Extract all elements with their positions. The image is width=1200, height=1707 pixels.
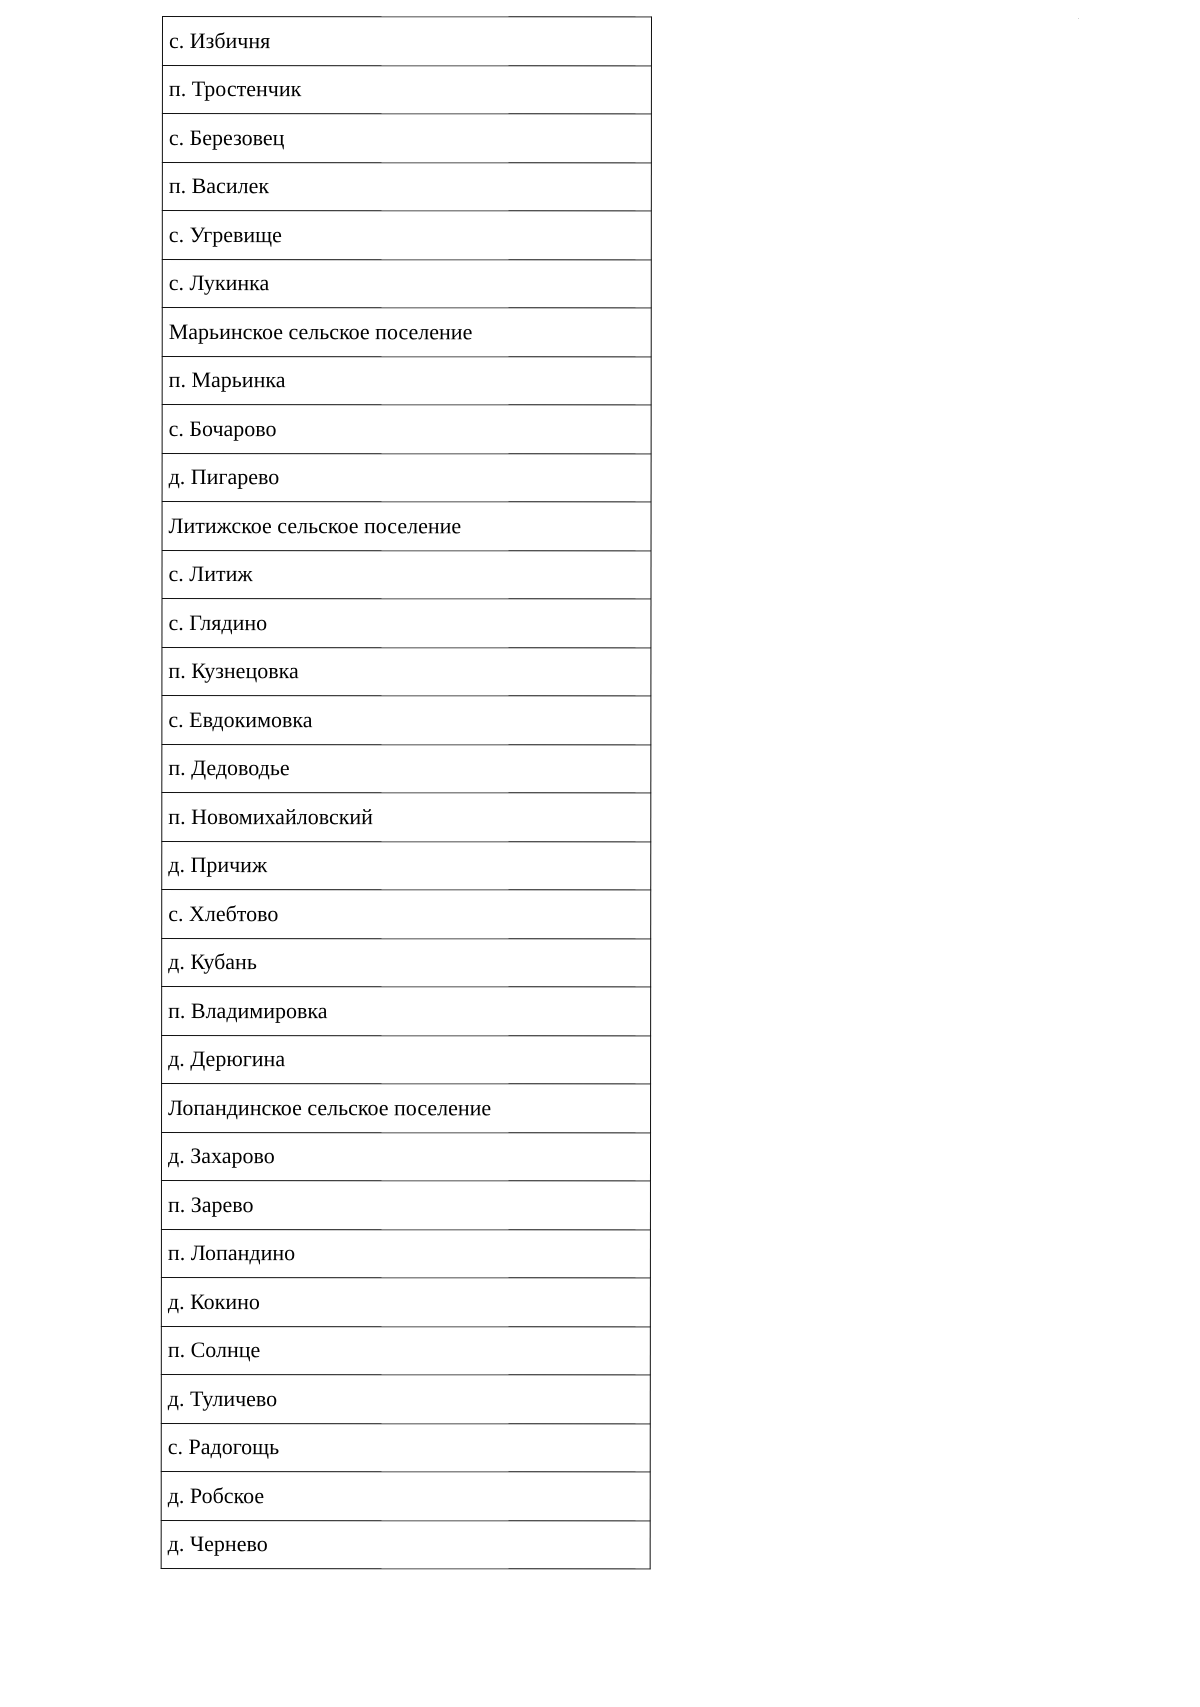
settlement-cell: п. Тростенчик: [162, 65, 651, 114]
settlement-cell: д. Пигарево: [162, 453, 651, 502]
settlement-cell: п. Новомихайловский: [162, 793, 651, 842]
table-row: [162, 793, 651, 842]
settlement-cell: с. Литиж: [162, 550, 651, 599]
settlement-cell: с. Глядино: [162, 599, 651, 648]
settlement-cell: с. Бочарово: [162, 405, 651, 454]
table-row: [161, 1278, 650, 1327]
settlement-cell: п. Владимировка: [162, 987, 651, 1036]
table-row: [162, 938, 651, 987]
settlement-cell: Марьинское сельское поселение: [162, 308, 651, 357]
table-row: [162, 162, 651, 211]
table-row: [161, 1423, 650, 1472]
table-row: [161, 1374, 650, 1423]
table-row: [162, 405, 651, 454]
table-row: [162, 647, 651, 696]
table-row: [162, 550, 651, 599]
table-row: [162, 259, 651, 308]
settlement-cell: с. Хлебтово: [162, 890, 651, 939]
table-row: [162, 356, 651, 405]
settlement-cell: д. Туличево: [161, 1374, 650, 1423]
settlement-cell: п. Василек: [162, 162, 651, 211]
table-row: [162, 65, 651, 114]
settlement-cell: д. Чернево: [161, 1520, 650, 1569]
settlement-cell: д. Робское: [161, 1471, 650, 1520]
table-row: [162, 744, 651, 793]
table-row: [161, 1520, 650, 1569]
settlement-cell: Литижское сельское поселение: [162, 502, 651, 551]
settlement-cell: с. Угревище: [162, 211, 651, 260]
settlements-table-body: [161, 17, 651, 1569]
table-row: [162, 599, 651, 648]
table-row: [161, 1132, 650, 1181]
settlement-cell: п. Кузнецовка: [162, 647, 651, 696]
settlement-cell: п. Дедоводье: [162, 744, 651, 793]
table-row: [162, 308, 651, 357]
settlements-table: [161, 16, 652, 1569]
table-row: [161, 1181, 650, 1230]
table-row: [161, 1229, 650, 1278]
scan-artifact: [1078, 18, 1079, 19]
table-row: [162, 1084, 651, 1133]
settlement-cell: д. Дерюгина: [162, 1035, 651, 1084]
settlement-cell: п. Зарево: [161, 1181, 650, 1230]
settlement-cell: д. Кубань: [162, 938, 651, 987]
settlement-cell: с. Избичня: [162, 17, 651, 66]
settlement-cell: п. Лопандино: [161, 1229, 650, 1278]
table-row: [162, 1035, 651, 1084]
settlement-cell: д. Причиж: [162, 841, 651, 890]
table-row: [162, 114, 651, 163]
table-row: [162, 502, 651, 551]
table-row: [162, 696, 651, 745]
table-row: [162, 841, 651, 890]
table-row: [162, 17, 651, 66]
settlement-cell: п. Солнце: [161, 1326, 650, 1375]
settlement-cell: д. Захарово: [161, 1132, 650, 1181]
table-row: [162, 453, 651, 502]
table-row: [162, 890, 651, 939]
table-row: [161, 1326, 650, 1375]
table-row: [162, 211, 651, 260]
settlement-cell: Лопандинское сельское поселение: [162, 1084, 651, 1133]
settlement-cell: д. Кокино: [161, 1278, 650, 1327]
settlement-cell: с. Евдокимовка: [162, 696, 651, 745]
settlement-cell: с. Лукинка: [162, 259, 651, 308]
settlement-cell: с. Радогощь: [161, 1423, 650, 1472]
settlement-cell: п. Марьинка: [162, 356, 651, 405]
settlement-cell: с. Березовец: [162, 114, 651, 163]
table-row: [161, 1471, 650, 1520]
table-row: [162, 987, 651, 1036]
